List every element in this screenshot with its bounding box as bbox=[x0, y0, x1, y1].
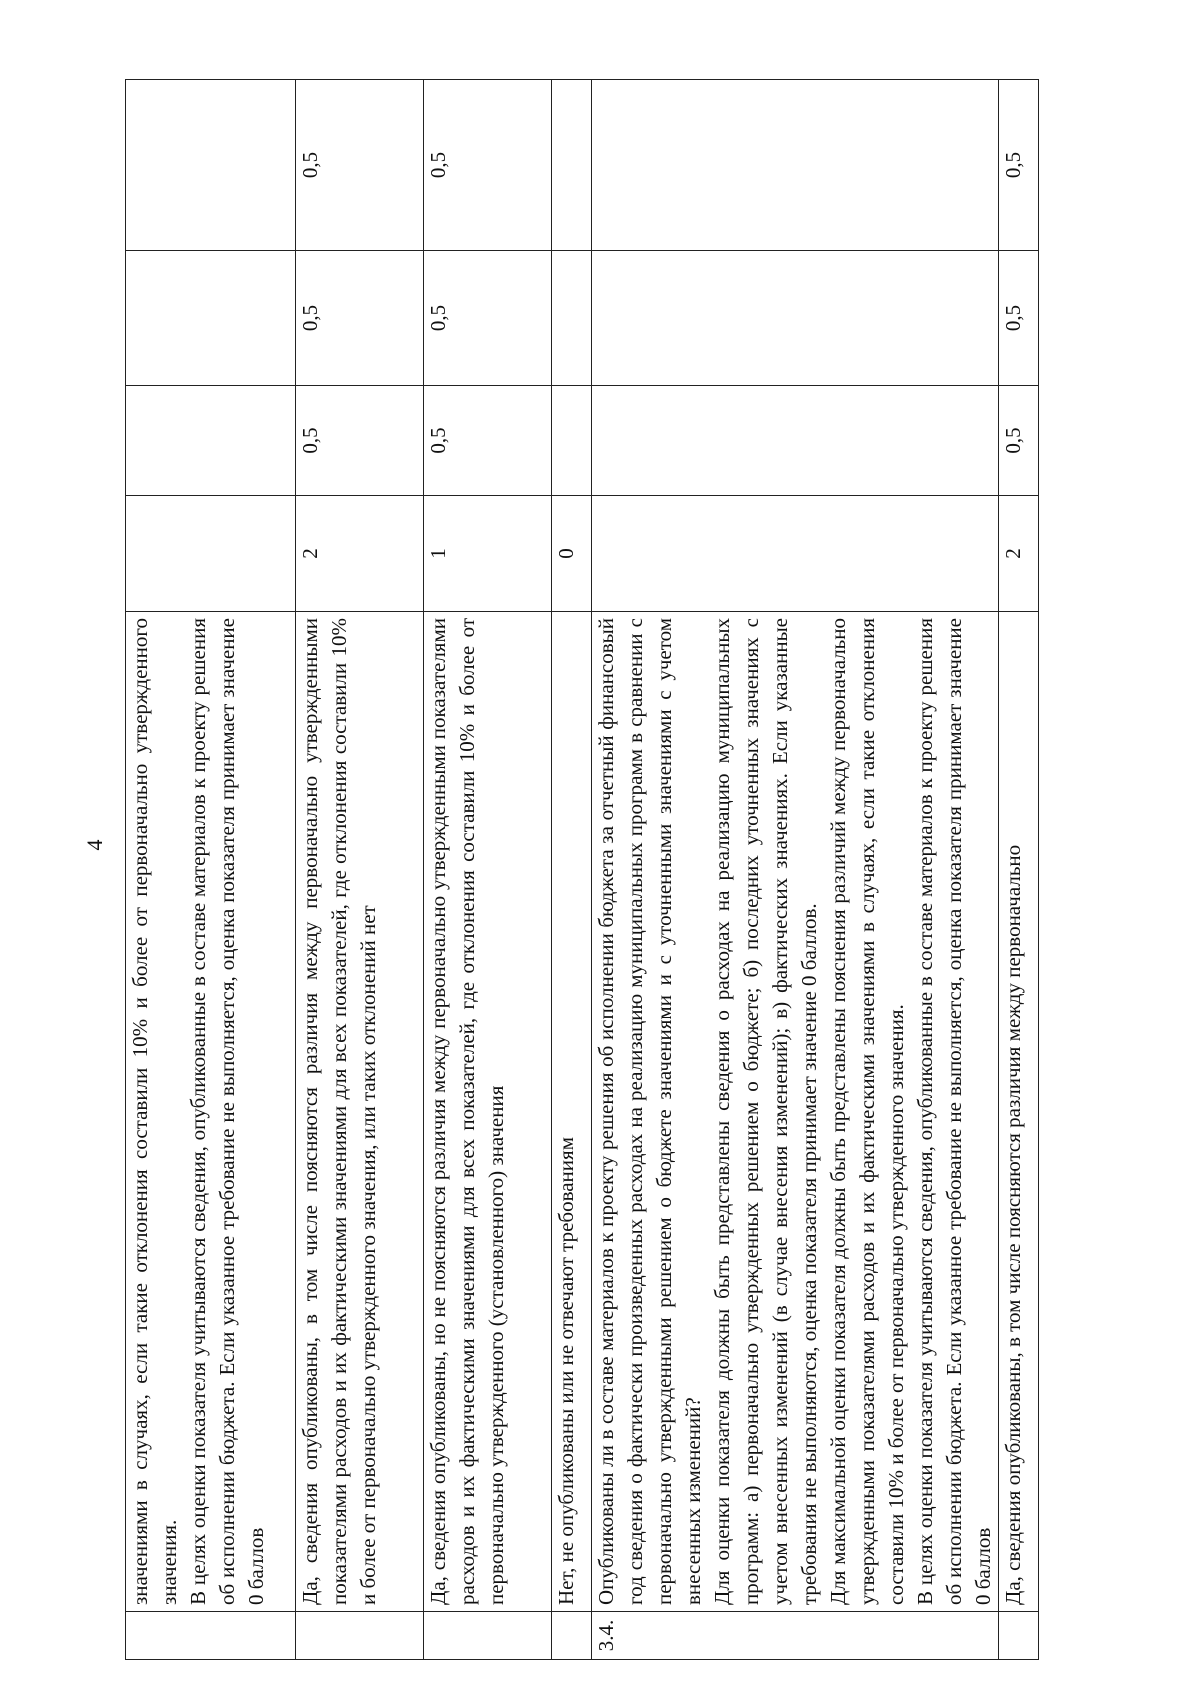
coef-1-cell: 0,5 bbox=[424, 386, 552, 496]
score-cell: 2 bbox=[998, 496, 1038, 612]
criterion-paragraph: Для оценки показателя должны быть представлены сведения о расходах на реализацию муниципальных программ: а) первоначально утвержденных решением о бюджете; б) последних уточненных значениях с учетом внесенных изменений (в случае внесения изменений); в) фактических значениях. Если указанные требования не выполняются, оценка показателя принимает значение 0 баллов. bbox=[709, 618, 821, 1605]
coef-2-cell: 0,5 bbox=[424, 251, 552, 386]
row-number bbox=[998, 1612, 1038, 1660]
criterion-text-cell bbox=[592, 612, 999, 1612]
coef-3-cell: 0,5 bbox=[296, 80, 424, 251]
coef-3-cell: 0,5 bbox=[424, 80, 552, 251]
coef-2-cell bbox=[592, 251, 999, 386]
table-row bbox=[998, 80, 1038, 1660]
criterion-text-cell bbox=[126, 612, 296, 1612]
criterion-paragraph: Да, сведения опубликованы, в том числе поясняются различия между первоначально bbox=[1000, 844, 1025, 1605]
criterion-paragraph: Для максимальной оценки показателя должны быть представлены пояснения различий между первоначально утвержденными показателями расходов и их фактическими значениями в случаях, если такие отклонения составили 10% и более от первоначально утвержденного значения. bbox=[825, 618, 908, 1605]
score-cell: 2 bbox=[296, 496, 424, 612]
table-row bbox=[592, 80, 999, 1660]
score-cell: 1 bbox=[424, 496, 552, 612]
coef-2-cell bbox=[552, 251, 592, 386]
coef-2-cell: 0,5 bbox=[998, 251, 1038, 386]
row-number bbox=[296, 1612, 424, 1660]
score-cell bbox=[126, 496, 296, 612]
coef-1-cell bbox=[552, 386, 592, 496]
coef-3-cell bbox=[552, 80, 592, 251]
row-number: 3.4. bbox=[592, 1612, 999, 1660]
coef-1-cell: 0,5 bbox=[998, 386, 1038, 496]
criterion-text-cell bbox=[424, 612, 552, 1612]
criterion-text-cell bbox=[296, 612, 424, 1612]
coef-1-cell bbox=[592, 386, 999, 496]
rotated-page-content bbox=[125, 80, 1065, 1660]
coef-3-cell: 0,5 bbox=[998, 80, 1038, 251]
score-cell bbox=[592, 496, 999, 612]
score-cell: 0 bbox=[552, 496, 592, 612]
row-number bbox=[126, 1612, 296, 1660]
table-row bbox=[126, 80, 296, 1660]
table-row bbox=[552, 80, 592, 1660]
coef-3-cell bbox=[126, 80, 296, 251]
criterion-text-cell bbox=[552, 612, 592, 1612]
criterion-paragraph: Да, сведения опубликованы, но не поясняются различия между первоначально утвержденными показателями расходов и их фактическими значениями для всех показателей, где отклонения составили 10% и более от первоначально утвержденного (установленного) значения bbox=[426, 618, 508, 1605]
row-number bbox=[552, 1612, 592, 1660]
criterion-paragraph: Нет, не опубликованы или не отвечают требованиям bbox=[554, 1137, 578, 1605]
coef-2-cell: 0,5 bbox=[296, 251, 424, 386]
criterion-paragraph: В целях оценки показателя учитываются сведения, опубликованные в составе материалов к проекту решения об исполнении бюджета. Если указанное требование не выполняется, оценка показателя принимает значение 0 баллов bbox=[912, 618, 995, 1605]
table-row bbox=[424, 80, 552, 1660]
criterion-paragraph: значениями в случаях, если такие отклонения составили 10% и более от первоначально утвержденного значения. bbox=[128, 618, 181, 1605]
criterion-text-cell bbox=[998, 612, 1038, 1612]
criterion-paragraph: Да, сведения опубликованы, в том числе поясняются различия между первоначально утвержденными показателями расходов и их фактическими значениями для всех показателей, где отклонения составили 10% и более от первоначально утвержденного значения, или таких отклонений нет bbox=[298, 618, 380, 1605]
criteria-table bbox=[125, 79, 1039, 1660]
coef-2-cell bbox=[126, 251, 296, 386]
table-row bbox=[296, 80, 424, 1660]
criterion-paragraph: Опубликованы ли в составе материалов к проекту решения об исполнении бюджета за отчетный финансовый год сведения о фактически произведенных расходах на реализацию муниципальных программ в сравнении с первоначально утвержденными решением о бюджете значениями и с уточненными значениями с учетом внесенных изменений? bbox=[594, 618, 705, 1605]
criterion-paragraph: В целях оценки показателя учитываются сведения, опубликованные в составе материалов к проекту решения об исполнении бюджета. Если указанное требование не выполняется, оценка показателя принимает значение 0 баллов bbox=[185, 618, 268, 1605]
coef-3-cell bbox=[592, 80, 999, 251]
coef-1-cell bbox=[126, 386, 296, 496]
row-number bbox=[424, 1612, 552, 1660]
page-number: 4 bbox=[82, 839, 107, 851]
coef-1-cell: 0,5 bbox=[296, 386, 424, 496]
